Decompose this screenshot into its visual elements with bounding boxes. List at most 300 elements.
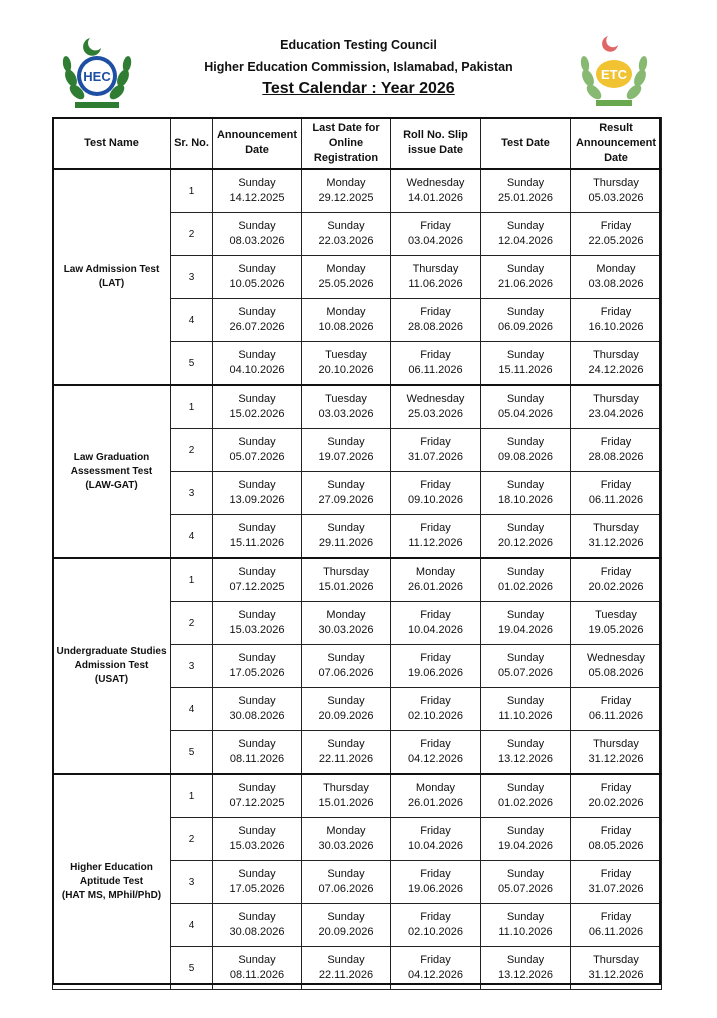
date-cell xyxy=(391,602,481,645)
serial-number: 1 xyxy=(171,558,213,602)
date-value: 07.12.2025 xyxy=(229,797,285,809)
date-value: 19.04.2026 xyxy=(497,624,554,636)
date-value: 13.09.2026 xyxy=(229,494,285,506)
date-value: 20.02.2026 xyxy=(588,797,644,809)
date-cell xyxy=(213,515,302,559)
date-cell xyxy=(213,169,302,213)
date-cell xyxy=(302,256,391,299)
date-value: 28.08.2026 xyxy=(588,451,644,463)
date-cell xyxy=(481,429,571,472)
weekday: Sunday xyxy=(238,954,276,966)
date-cell xyxy=(391,256,481,299)
date-cell xyxy=(302,947,391,990)
date-cell xyxy=(481,861,571,904)
date-cell xyxy=(213,688,302,731)
weekday: Thursday xyxy=(593,522,639,534)
date-value: 17.05.2026 xyxy=(229,883,285,895)
test-name-cell xyxy=(53,385,171,558)
date-cell xyxy=(481,515,571,559)
weekday: Wednesday xyxy=(406,393,465,405)
date-value: 10.08.2026 xyxy=(318,321,374,333)
date-cell xyxy=(391,515,481,559)
date-value: 22.03.2026 xyxy=(318,235,374,247)
weekday: Friday xyxy=(420,479,451,491)
weekday: Sunday xyxy=(327,738,365,750)
date-value: 06.11.2026 xyxy=(588,494,644,506)
weekday: Sunday xyxy=(506,393,545,405)
date-value: 17.05.2026 xyxy=(229,667,285,679)
date-value: 22.11.2026 xyxy=(318,753,374,765)
weekday: Friday xyxy=(600,695,632,707)
date-cell xyxy=(571,515,662,559)
weekday: Sunday xyxy=(238,393,276,405)
table-row xyxy=(53,558,662,602)
weekday: Friday xyxy=(600,825,632,837)
date-value: 30.08.2026 xyxy=(229,710,285,722)
weekday: Thursday xyxy=(323,782,369,794)
date-cell xyxy=(571,645,662,688)
weekday: Sunday xyxy=(506,522,545,534)
date-value: 31.12.2026 xyxy=(588,753,644,765)
date-value: 13.12.2026 xyxy=(497,753,554,765)
date-value: 06.09.2026 xyxy=(497,321,554,333)
column-header: Test Name xyxy=(53,118,171,170)
weekday: Sunday xyxy=(327,695,365,707)
date-value: 12.04.2026 xyxy=(497,235,554,247)
date-cell xyxy=(302,169,391,213)
weekday: Sunday xyxy=(506,911,545,923)
date-value: 08.05.2026 xyxy=(588,840,644,852)
date-value: 18.10.2026 xyxy=(497,494,554,506)
date-value: 21.06.2026 xyxy=(497,278,554,290)
weekday: Sunday xyxy=(506,609,545,621)
test-name-line: Law Graduation xyxy=(73,451,150,463)
date-value: 23.04.2026 xyxy=(588,408,644,420)
date-cell xyxy=(481,602,571,645)
weekday: Sunday xyxy=(327,868,365,880)
date-cell xyxy=(571,299,662,342)
weekday: Thursday xyxy=(593,954,639,966)
page-title: Test Calendar : Year 2026 xyxy=(262,80,455,97)
serial-number: 4 xyxy=(171,515,213,559)
date-value: 25.05.2026 xyxy=(318,278,374,290)
date-cell xyxy=(213,904,302,947)
date-cell xyxy=(391,385,481,429)
weekday: Sunday xyxy=(506,566,545,578)
test-name-line: Assessment Test xyxy=(70,465,153,477)
date-value: 19.05.2026 xyxy=(588,624,644,636)
column-header: Roll No. Slip issue Date xyxy=(391,118,481,170)
date-cell xyxy=(571,818,662,861)
serial-number: 1 xyxy=(171,774,213,818)
date-cell xyxy=(391,645,481,688)
date-value: 22.11.2026 xyxy=(318,969,374,981)
weekday: Friday xyxy=(420,436,451,448)
date-value: 22.05.2026 xyxy=(588,235,644,247)
test-name-line: Admission Test xyxy=(74,660,149,671)
serial-number: 2 xyxy=(171,818,213,861)
weekday: Monday xyxy=(326,825,366,837)
date-cell xyxy=(213,558,302,602)
weekday: Monday xyxy=(326,263,366,275)
date-value: 26.01.2026 xyxy=(407,581,464,593)
date-cell xyxy=(391,558,481,602)
serial-number: 4 xyxy=(171,299,213,342)
serial-number: 2 xyxy=(171,429,213,472)
weekday: Monday xyxy=(415,782,456,794)
date-value: 03.04.2026 xyxy=(407,235,464,247)
date-value: 26.07.2026 xyxy=(229,321,285,333)
weekday: Sunday xyxy=(238,738,276,750)
date-cell xyxy=(213,818,302,861)
weekday: Sunday xyxy=(238,911,276,923)
weekday: Monday xyxy=(326,177,366,189)
date-cell xyxy=(481,688,571,731)
date-value: 20.09.2026 xyxy=(318,926,374,938)
test-name-cell xyxy=(53,169,171,385)
date-cell xyxy=(302,774,391,818)
date-cell xyxy=(302,645,391,688)
weekday: Friday xyxy=(600,479,632,491)
date-value: 19.06.2026 xyxy=(407,883,464,895)
weekday: Friday xyxy=(420,349,451,361)
date-value: 10.05.2026 xyxy=(229,278,285,290)
weekday: Wednesday xyxy=(587,652,645,664)
date-value: 15.11.2026 xyxy=(229,537,285,549)
date-value: 08.11.2026 xyxy=(229,969,285,981)
weekday: Sunday xyxy=(238,522,276,534)
test-name-line: Law Admission Test xyxy=(63,264,160,275)
date-value: 07.12.2025 xyxy=(229,581,285,593)
weekday: Friday xyxy=(600,911,632,923)
date-cell xyxy=(481,385,571,429)
date-cell xyxy=(391,861,481,904)
date-cell xyxy=(391,342,481,386)
date-cell xyxy=(571,385,662,429)
commission-name: Higher Education Commission, Islamabad, Pakistan xyxy=(204,60,513,74)
date-cell xyxy=(391,472,481,515)
serial-number: 3 xyxy=(171,861,213,904)
weekday: Sunday xyxy=(327,911,365,923)
weekday: Friday xyxy=(420,868,451,880)
date-cell xyxy=(302,688,391,731)
date-cell xyxy=(481,342,571,386)
date-value: 04.10.2026 xyxy=(229,364,285,376)
weekday: Sunday xyxy=(506,825,545,837)
date-value: 06.11.2026 xyxy=(588,710,644,722)
date-cell xyxy=(302,385,391,429)
date-value: 06.11.2026 xyxy=(588,926,644,938)
column-header: Test Date xyxy=(481,118,571,170)
date-value: 11.12.2026 xyxy=(408,537,463,549)
table-row xyxy=(53,774,662,818)
weekday: Friday xyxy=(600,782,632,794)
date-value: 11.10.2026 xyxy=(498,926,553,938)
weekday: Sunday xyxy=(506,177,545,189)
serial-number: 4 xyxy=(171,688,213,731)
date-cell xyxy=(481,256,571,299)
date-cell xyxy=(571,558,662,602)
weekday: Sunday xyxy=(238,306,276,318)
date-cell xyxy=(302,558,391,602)
weekday: Sunday xyxy=(238,695,276,707)
date-cell xyxy=(213,299,302,342)
serial-number: 3 xyxy=(171,645,213,688)
weekday: Friday xyxy=(600,436,632,448)
test-name-line: Aptitude Test xyxy=(79,876,144,887)
weekday: Friday xyxy=(420,609,451,621)
date-value: 20.09.2026 xyxy=(318,710,374,722)
date-value: 19.06.2026 xyxy=(407,667,464,679)
date-value: 15.11.2026 xyxy=(498,364,553,376)
date-value: 25.03.2026 xyxy=(407,408,464,420)
date-value: 11.10.2026 xyxy=(498,710,553,722)
date-cell xyxy=(213,645,302,688)
weekday: Monday xyxy=(596,263,636,275)
weekday: Sunday xyxy=(327,479,365,491)
date-cell xyxy=(571,861,662,904)
date-value: 16.10.2026 xyxy=(588,321,644,333)
table-header-row xyxy=(53,118,662,170)
date-value: 15.03.2026 xyxy=(229,840,285,852)
date-cell xyxy=(391,169,481,213)
date-value: 05.04.2026 xyxy=(497,408,554,420)
date-value: 24.12.2026 xyxy=(588,364,644,376)
date-value: 26.01.2026 xyxy=(407,797,464,809)
date-cell xyxy=(302,472,391,515)
weekday: Sunday xyxy=(506,868,545,880)
weekday: Friday xyxy=(600,868,632,880)
date-value: 05.07.2026 xyxy=(497,883,554,895)
test-calendar-table xyxy=(52,117,662,990)
weekday: Sunday xyxy=(238,652,276,664)
date-cell xyxy=(302,342,391,386)
serial-number: 1 xyxy=(171,385,213,429)
serial-number: 1 xyxy=(171,169,213,213)
serial-number: 5 xyxy=(171,342,213,386)
date-cell xyxy=(213,947,302,990)
weekday: Sunday xyxy=(238,868,276,880)
date-value: 10.04.2026 xyxy=(407,624,464,636)
date-cell xyxy=(213,256,302,299)
date-cell xyxy=(213,429,302,472)
table-row xyxy=(53,385,662,429)
date-cell xyxy=(302,602,391,645)
date-value: 15.01.2026 xyxy=(318,581,374,593)
date-cell xyxy=(213,342,302,386)
date-value: 02.10.2026 xyxy=(407,926,464,938)
date-cell xyxy=(213,774,302,818)
weekday: Tuesday xyxy=(325,349,367,361)
date-value: 08.11.2026 xyxy=(229,753,285,765)
date-cell xyxy=(481,731,571,775)
weekday: Friday xyxy=(420,522,451,534)
serial-number: 2 xyxy=(171,602,213,645)
date-value: 03.08.2026 xyxy=(588,278,644,290)
date-cell xyxy=(571,688,662,731)
date-cell xyxy=(302,429,391,472)
date-cell xyxy=(481,213,571,256)
date-cell xyxy=(571,602,662,645)
date-cell xyxy=(571,429,662,472)
date-cell xyxy=(391,774,481,818)
date-value: 08.03.2026 xyxy=(229,235,285,247)
weekday: Sunday xyxy=(506,306,545,318)
weekday: Monday xyxy=(415,566,456,578)
date-value: 31.12.2026 xyxy=(588,969,644,981)
weekday: Sunday xyxy=(327,954,365,966)
date-value: 05.08.2026 xyxy=(588,667,644,679)
weekday: Sunday xyxy=(327,522,365,534)
weekday: Sunday xyxy=(506,738,545,750)
date-cell xyxy=(481,904,571,947)
date-cell xyxy=(481,169,571,213)
weekday: Sunday xyxy=(238,349,276,361)
date-cell xyxy=(391,947,481,990)
date-value: 14.01.2026 xyxy=(407,192,464,204)
column-header: Announcement Date xyxy=(213,118,302,170)
weekday: Sunday xyxy=(327,652,365,664)
date-value: 27.09.2026 xyxy=(318,494,374,506)
weekday: Sunday xyxy=(327,436,365,448)
date-value: 31.07.2026 xyxy=(407,451,464,463)
weekday: Thursday xyxy=(593,738,639,750)
date-value: 19.04.2026 xyxy=(497,840,554,852)
weekday: Friday xyxy=(420,695,451,707)
date-cell xyxy=(391,904,481,947)
test-name-line: Higher Education xyxy=(70,862,153,873)
date-value: 04.12.2026 xyxy=(407,969,464,981)
date-cell xyxy=(571,904,662,947)
test-name-cell xyxy=(53,774,171,990)
date-cell xyxy=(571,213,662,256)
date-cell xyxy=(213,602,302,645)
weekday: Friday xyxy=(420,738,451,750)
date-cell xyxy=(302,213,391,256)
date-value: 04.12.2026 xyxy=(407,753,464,765)
date-value: 29.11.2026 xyxy=(318,537,374,549)
weekday: Monday xyxy=(326,306,366,318)
weekday: Sunday xyxy=(327,220,365,232)
weekday: Sunday xyxy=(238,479,276,491)
date-value: 20.10.2026 xyxy=(318,364,374,376)
weekday: Friday xyxy=(420,652,451,664)
weekday: Sunday xyxy=(506,220,545,232)
date-cell xyxy=(391,818,481,861)
weekday: Sunday xyxy=(238,177,276,189)
date-cell xyxy=(302,515,391,559)
test-name-line: (LAW-GAT) xyxy=(85,479,138,491)
weekday: Sunday xyxy=(506,954,545,966)
weekday: Thursday xyxy=(593,393,639,405)
date-value: 31.07.2026 xyxy=(588,883,644,895)
weekday: Wednesday xyxy=(406,177,465,189)
weekday: Tuesday xyxy=(325,393,367,405)
date-cell xyxy=(391,429,481,472)
date-cell xyxy=(302,299,391,342)
date-value: 07.06.2026 xyxy=(318,883,374,895)
date-value: 15.01.2026 xyxy=(318,797,374,809)
test-name-line: (USAT) xyxy=(94,674,129,685)
weekday: Sunday xyxy=(506,349,545,361)
etc-logo-text: ETC xyxy=(601,67,627,82)
weekday: Sunday xyxy=(238,782,276,794)
weekday: Sunday xyxy=(506,263,545,275)
weekday: Friday xyxy=(420,825,451,837)
date-cell xyxy=(571,256,662,299)
date-value: 02.10.2026 xyxy=(407,710,464,722)
weekday: Friday xyxy=(420,220,451,232)
test-name-line: (LAT) xyxy=(98,278,125,289)
date-value: 29.12.2025 xyxy=(318,192,374,204)
date-value: 15.03.2026 xyxy=(229,624,285,636)
weekday: Sunday xyxy=(506,436,545,448)
document-header xyxy=(0,0,717,112)
date-cell xyxy=(481,818,571,861)
date-cell xyxy=(302,731,391,775)
date-cell xyxy=(571,947,662,990)
serial-number: 3 xyxy=(171,472,213,515)
weekday: Sunday xyxy=(238,609,276,621)
weekday: Sunday xyxy=(238,263,276,275)
date-cell xyxy=(302,861,391,904)
date-value: 09.10.2026 xyxy=(407,494,464,506)
date-cell xyxy=(571,342,662,386)
date-value: 20.12.2026 xyxy=(497,537,554,549)
weekday: Sunday xyxy=(238,566,276,578)
date-value: 30.03.2026 xyxy=(318,624,374,636)
date-cell xyxy=(213,213,302,256)
weekday: Friday xyxy=(600,306,632,318)
date-value: 07.06.2026 xyxy=(318,667,374,679)
weekday: Friday xyxy=(420,306,451,318)
weekday: Sunday xyxy=(506,782,545,794)
test-name-cell xyxy=(53,558,171,774)
date-value: 28.08.2026 xyxy=(407,321,464,333)
date-value: 01.02.2026 xyxy=(497,581,554,593)
date-cell xyxy=(571,731,662,775)
hec-logo xyxy=(57,32,137,112)
date-cell xyxy=(571,774,662,818)
date-value: 30.08.2026 xyxy=(229,926,285,938)
weekday: Tuesday xyxy=(595,609,637,621)
organization-name: Education Testing Council xyxy=(280,38,437,52)
date-value: 13.12.2026 xyxy=(497,969,554,981)
date-value: 01.02.2026 xyxy=(497,797,554,809)
table-row xyxy=(53,169,662,213)
date-value: 05.07.2026 xyxy=(497,667,554,679)
weekday: Friday xyxy=(420,911,451,923)
date-cell xyxy=(391,688,481,731)
date-value: 30.03.2026 xyxy=(318,840,374,852)
date-value: 06.11.2026 xyxy=(408,364,463,376)
weekday: Friday xyxy=(600,220,632,232)
weekday: Sunday xyxy=(238,825,276,837)
weekday: Thursday xyxy=(593,177,639,189)
weekday: Sunday xyxy=(506,479,545,491)
weekday: Monday xyxy=(326,609,366,621)
date-value: 25.01.2026 xyxy=(497,192,554,204)
column-header: Last Date for Online Registration xyxy=(302,118,391,170)
weekday: Thursday xyxy=(412,263,459,275)
date-value: 14.12.2025 xyxy=(229,192,285,204)
date-cell xyxy=(481,472,571,515)
weekday: Friday xyxy=(600,566,632,578)
weekday: Sunday xyxy=(238,436,276,448)
date-cell xyxy=(571,169,662,213)
etc-logo xyxy=(574,32,654,112)
weekday: Sunday xyxy=(506,652,545,664)
